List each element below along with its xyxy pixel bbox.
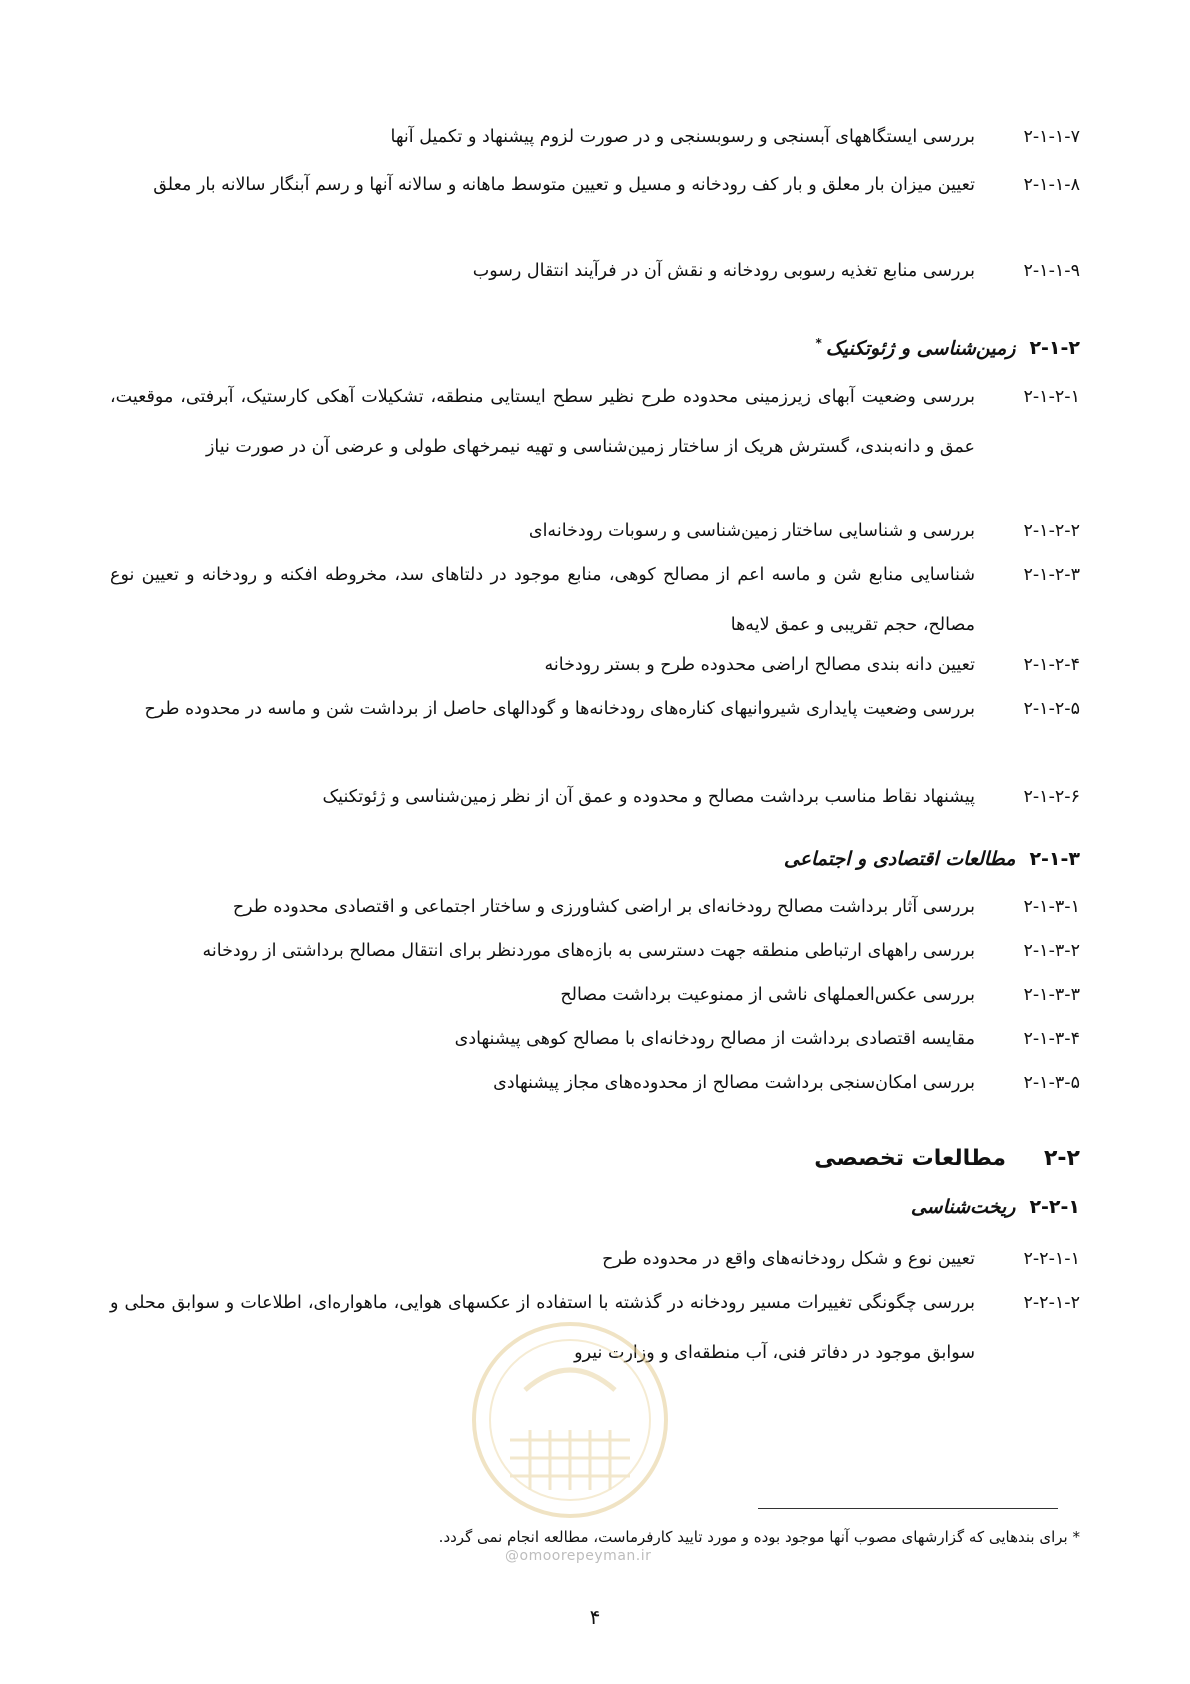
item-number: ۲-۱-۳-۴	[1023, 1029, 1080, 1049]
heading-title: زمین‌شناسی و ژئوتکنیک	[825, 337, 1016, 360]
list-item	[110, 684, 1080, 734]
item-text: بررسی ایستگاههای آبسنجی و رسوبسنجی و در صورت لزوم پیشنهاد و تکمیل آنها	[390, 127, 975, 147]
item-text: بررسی امکان‌سنجی برداشت مصالح از محدوده‌های مجاز پیشنهادی	[493, 1073, 975, 1093]
list-item	[110, 1014, 1080, 1064]
item-text: شناسایی منابع شن و ماسه اعم از مصالح کوهی، منابع موجود در دلتاهای سد، مخروطه افکنه و رودخانه و تعیین نوع مصالح، حجم تقریبی و عمق لایه‌ها	[110, 565, 975, 635]
list-item	[110, 926, 1080, 976]
section-heading-economic	[784, 848, 1080, 870]
footnote: * برای بندهایی که گزارشهای مصوب آنها موجود بوده و مورد تایید کارفرماست، مطالعه انجام نمی گردد.	[438, 1528, 1080, 1546]
item-text: پیشنهاد نقاط مناسب برداشت مصالح و محدوده و عمق آن از نظر زمین‌شناسی و ژئوتکنیک	[322, 787, 975, 807]
item-number: ۲-۱-۳-۱	[1023, 897, 1080, 917]
item-number: ۲-۱-۱-۸	[1023, 175, 1080, 195]
item-number: ۲-۱-۲-۴	[1023, 655, 1080, 675]
list-item	[110, 882, 1080, 932]
heading-title: مطالعات اقتصادی و اجتماعی	[783, 848, 1016, 870]
list-item	[110, 640, 1080, 690]
list-item	[110, 970, 1080, 1020]
heading-title: ریخت‌شناسی	[910, 1196, 1016, 1218]
heading-number: ۲-۲-۱	[1029, 1196, 1080, 1218]
item-text: بررسی آثار برداشت مصالح رودخانه‌ای بر اراضی کشاورزی و ساختار اجتماعی و اقتصادی محدوده طرح	[232, 897, 975, 917]
item-number: ۲-۱-۳-۲	[1023, 941, 1080, 961]
list-item	[110, 772, 1080, 822]
list-item	[110, 246, 1080, 296]
list-item	[110, 160, 1080, 210]
footnote-mark: *	[815, 336, 822, 350]
list-item	[110, 372, 1080, 472]
list-item	[110, 1058, 1080, 1108]
section-heading-geology	[815, 336, 1080, 359]
heading-number: ۲-۱-۳	[1029, 848, 1080, 870]
list-item	[110, 506, 1080, 556]
item-text: بررسی منابع تغذیه رسوبی رودخانه و نقش آن در فرآیند انتقال رسوب	[472, 261, 975, 281]
list-item	[110, 112, 1080, 162]
item-number: ۲-۱-۳-۵	[1023, 1073, 1080, 1093]
item-number: ۲-۱-۲-۳	[1023, 565, 1080, 585]
item-number: ۲-۱-۳-۳	[1023, 985, 1080, 1005]
item-text: بررسی وضعیت آبهای زیرزمینی محدوده طرح نظیر سطح ایستایی منطقه، تشکیلات آهکی کارستیک، آبرفتی، موقعیت، عمق و دانه‌بندی، گسترش هریک از ساختار زمین‌شناسی و تهیه نیمرخهای طولی و عرضی آن در صورت نیاز	[110, 387, 975, 457]
item-number: ۲-۱-۲-۵	[1023, 699, 1080, 719]
item-text: تعیین نوع و شکل رودخانه‌های واقع در محدوده طرح	[602, 1249, 975, 1269]
item-number: ۲-۲-۱-۲	[1023, 1293, 1080, 1313]
item-text: بررسی وضعیت پایداری شیروانیهای کناره‌های رودخانه‌ها و گودالهای حاصل از برداشت شن و ماسه در محدوده طرح	[144, 699, 975, 719]
heading-number: ۲-۱-۲	[1029, 337, 1080, 360]
watermark-logo-icon	[470, 1320, 670, 1520]
page-number: ۴	[589, 1605, 601, 1629]
item-number: ۲-۲-۱-۱	[1023, 1249, 1080, 1269]
item-text: بررسی عکس‌العملهای ناشی از ممنوعیت برداشت مصالح	[560, 985, 975, 1005]
item-text: تعیین دانه بندی مصالح اراضی محدوده طرح و بستر رودخانه	[544, 655, 975, 675]
list-item	[110, 1234, 1080, 1284]
item-number: ۲-۱-۲-۱	[1023, 387, 1080, 407]
item-text: تعیین میزان بار معلق و بار کف رودخانه و مسیل و تعیین متوسط ماهانه و سالانه آنها و رسم آبنگار سالانه بار معلق	[153, 175, 975, 195]
item-number: ۲-۱-۲-۲	[1023, 521, 1080, 541]
item-number: ۲-۱-۲-۶	[1023, 787, 1080, 807]
item-text: بررسی و شناسایی ساختار زمین‌شناسی و رسوبات رودخانه‌ای	[528, 521, 975, 541]
item-text: مقایسه اقتصادی برداشت از مصالح رودخانه‌ای با مصالح کوهی پیشنهادی	[454, 1029, 975, 1049]
section-heading-specialized	[814, 1146, 1080, 1171]
section-heading-morphology	[911, 1196, 1080, 1218]
heading-number: ۲-۲	[1044, 1146, 1080, 1171]
list-item	[110, 550, 1080, 650]
heading-title: مطالعات تخصصی	[814, 1146, 1006, 1171]
footnote-divider	[758, 1508, 1058, 1509]
item-text: بررسی راههای ارتباطی منطقه جهت دسترسی به بازه‌های موردنظر برای انتقال مصالح برداشتی از رودخانه	[202, 941, 975, 961]
item-text: بررسی چگونگی تغییرات مسیر رودخانه در گذشته با استفاده از عکسهای هوایی، ماهواره‌ای، اطلاعات و سوابق محلی و سوابق موجود در دفاتر فنی، آب منطقه‌ای و وزارت نیرو	[110, 1293, 975, 1363]
watermark-text: @omoorepeyman.ir	[505, 1548, 652, 1564]
item-number: ۲-۱-۱-۷	[1023, 127, 1080, 147]
item-number: ۲-۱-۱-۹	[1023, 261, 1080, 281]
